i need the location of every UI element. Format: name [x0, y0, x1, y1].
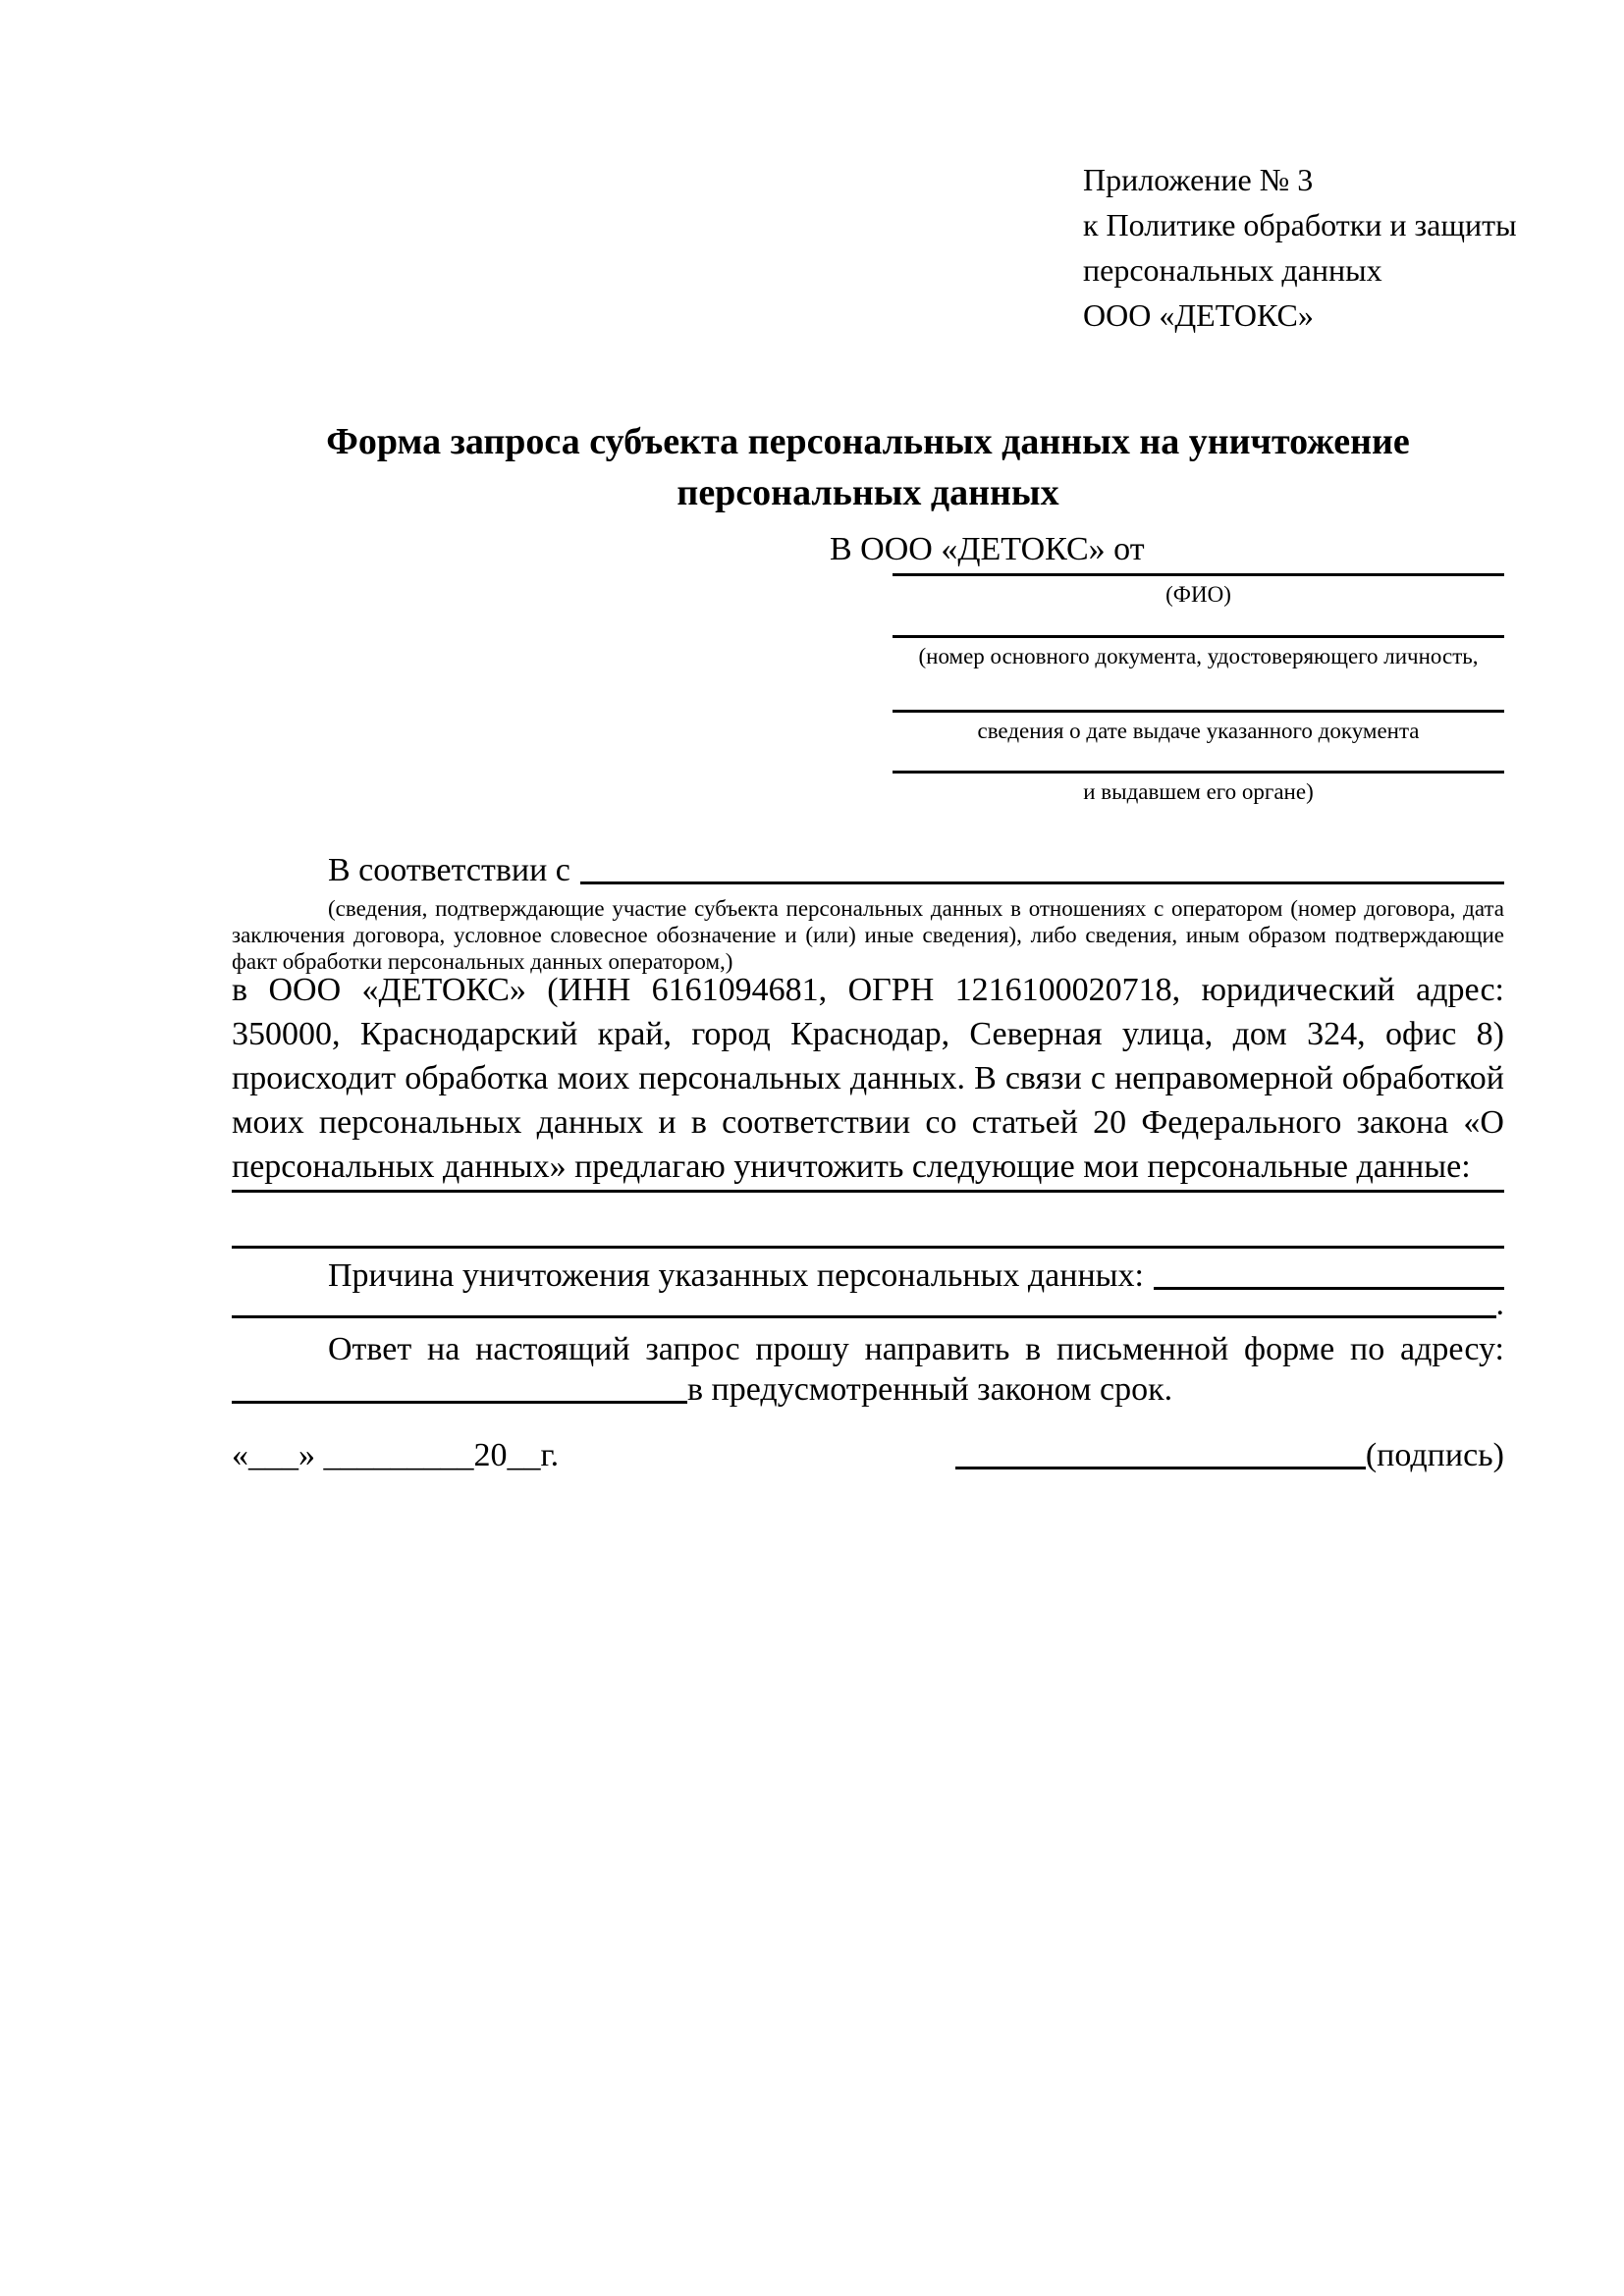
address-fill-line	[232, 1401, 687, 1404]
fill-in-caption-fio: (ФИО)	[1165, 582, 1231, 607]
signature-group	[955, 1435, 1504, 1476]
signature-line	[955, 1467, 1366, 1469]
response-tail: в предусмотренный законом срок.	[687, 1371, 1173, 1408]
fill-in-line-data-1	[232, 1190, 1504, 1193]
accordance-note: (сведения, подтверждающие участие субъекта персональных данных в отношениях с оператором (номер договора, дата заключения договора, условное словесное обозначение и (или) иные сведения), либо сведения, иным образом подтверждающие факт обработки персональных данных оператором,)	[232, 896, 1504, 974]
signature-caption: (подпись)	[1365, 1437, 1504, 1473]
date-field: «___» _________20__г.	[232, 1437, 560, 1473]
accordance-fill-line	[580, 881, 1504, 884]
fill-in-line-document	[893, 635, 1504, 638]
reason-continuation-line	[232, 1315, 1496, 1318]
accordance-row	[232, 850, 1504, 891]
body-paragraph: в ООО «ДЕТОКС» (ИНН 6161094681, ОГРН 1216100020718, юридический адрес: 350000, Краснодарский край, город Краснодар, Северная улица, дом 324, офис 8) происходит обработка моих персональных данных. В связи с неправомерной обработкой моих персональных данных и в соответствии со статьей 20 Федерального закона «О персональных данных» предлагаю уничтожить следующие мои персональные данные:	[232, 972, 1504, 1185]
fill-in-line-issue-date	[893, 710, 1504, 713]
fill-in-line-issuer	[893, 771, 1504, 774]
page-title: Форма запроса субъекта персональных данных на уничтожение персональных данных	[326, 421, 1410, 513]
fill-in-line-fio	[893, 573, 1504, 576]
fill-in-caption-issue-date: сведения о дате выдаче указанного документа	[977, 719, 1420, 743]
reason-label: Причина уничтожения указанных персональных данных:	[328, 1257, 1144, 1294]
date-signature-row	[232, 1435, 1504, 1476]
fill-in-caption-document: (номер основного документа, удостоверяющего личность,	[918, 644, 1479, 668]
response-address-row	[232, 1369, 1504, 1411]
header-line: ООО «ДЕТОКС»	[1083, 297, 1314, 333]
addressee-line: В ООО «ДЕТОКС» от	[830, 531, 1145, 567]
header-line: персональных данных	[1083, 252, 1382, 288]
fill-in-line-data-2	[232, 1246, 1504, 1249]
response-line: Ответ на настоящий запрос прошу направить в письменной форме по адресу:	[328, 1331, 1504, 1367]
reason-line-period: .	[1495, 1286, 1504, 1322]
header-line: к Политике обработки и защиты	[1083, 207, 1517, 242]
accordance-lead: В соответствии с	[328, 852, 570, 888]
appendix-header	[1083, 157, 1517, 338]
reason-continuation-row	[232, 1284, 1504, 1325]
header-line: Приложение № 3	[1083, 162, 1314, 197]
fill-in-caption-issuer: и выдавшем его органе)	[1083, 779, 1314, 804]
